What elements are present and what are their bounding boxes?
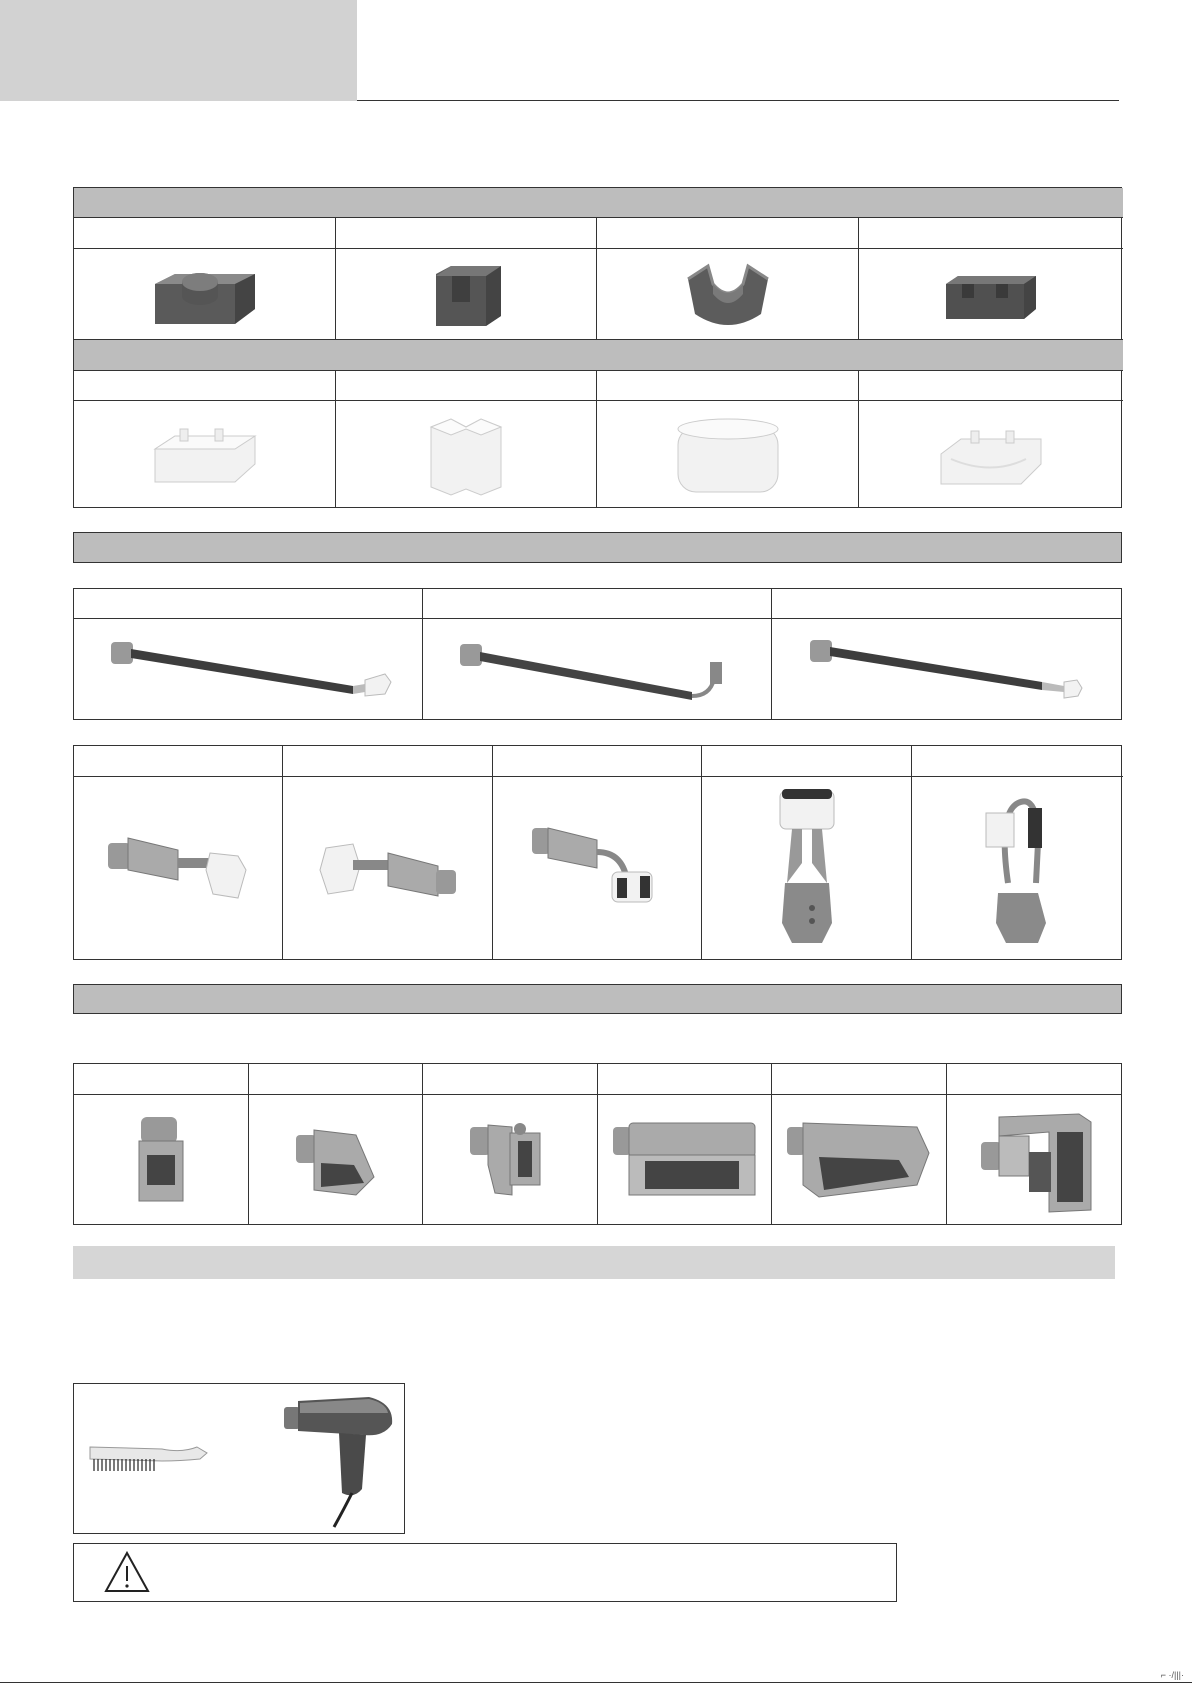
head-label-3 [423,1064,598,1095]
cover-label-1 [74,371,336,401]
header-tab-block [0,0,357,101]
warning-triangle-icon [104,1550,150,1594]
header-rule [357,100,1119,101]
inductors-table [73,745,1122,960]
head-label-5 [772,1064,947,1095]
c-frame-head-icon [947,1095,1121,1224]
cover-label-4 [859,371,1123,401]
heads-table [73,1063,1122,1225]
core-label-1 [74,218,336,249]
cross-cover-icon [336,401,597,507]
angled-head-icon [249,1095,423,1224]
head-label-2 [249,1064,423,1095]
head-label-6 [947,1064,1121,1095]
head-label-1 [74,1064,249,1095]
warning-box [73,1543,897,1602]
head-label-4 [598,1064,772,1095]
e-core-icon [74,249,336,340]
inductor-label-2 [283,746,493,777]
tube-straight-clip-icon [772,619,1121,719]
cores-section-bar [74,188,1123,218]
long-tapered-head-icon [772,1095,947,1224]
tools-box [73,1383,405,1534]
footer-rule [0,1682,1192,1683]
cover-label-2 [336,371,597,401]
core-label-2 [336,218,597,249]
core-label-4 [859,218,1123,249]
tube-bent-hook-icon [423,619,772,719]
loop-inductor-icon [912,777,1123,959]
inductor-label-4 [702,746,912,777]
tubes-section-bar [73,532,1122,563]
u-core-icon [336,249,597,340]
clamp-inductor-right-icon [74,777,283,959]
vertical-inductor-icon [702,777,912,959]
tray-cover-icon [859,401,1123,507]
inductor-label-5 [912,746,1123,777]
clamp-inductor-left-icon [283,777,493,959]
open-cover-icon [74,401,336,507]
tube-square-clip-icon [74,619,423,719]
angled-head-alt-icon [423,1095,598,1224]
wire-brush-icon [82,1439,217,1484]
inductor-label-3 [493,746,702,777]
tube-label-3 [772,589,1121,619]
cores-table [73,187,1122,508]
heads-section-bar [73,984,1122,1014]
small-block-head-icon [74,1095,249,1224]
info-section-bar [73,1246,1115,1279]
long-head-icon [598,1095,772,1224]
covers-section-bar [74,340,1123,371]
oval-cap-icon [597,401,859,507]
heat-gun-icon [274,1389,399,1529]
tube-label-2 [423,589,772,619]
inductor-label-1 [74,746,283,777]
cover-label-3 [597,371,859,401]
curved-u-core-icon [597,249,859,340]
double-u-core-icon [859,249,1123,340]
clamp-inductor-double-icon [493,777,702,959]
core-label-3 [597,218,859,249]
tube-label-1 [74,589,423,619]
tubes-table [73,588,1122,720]
footer-page-mark: ⌐ ·/|||· [1160,1670,1184,1680]
